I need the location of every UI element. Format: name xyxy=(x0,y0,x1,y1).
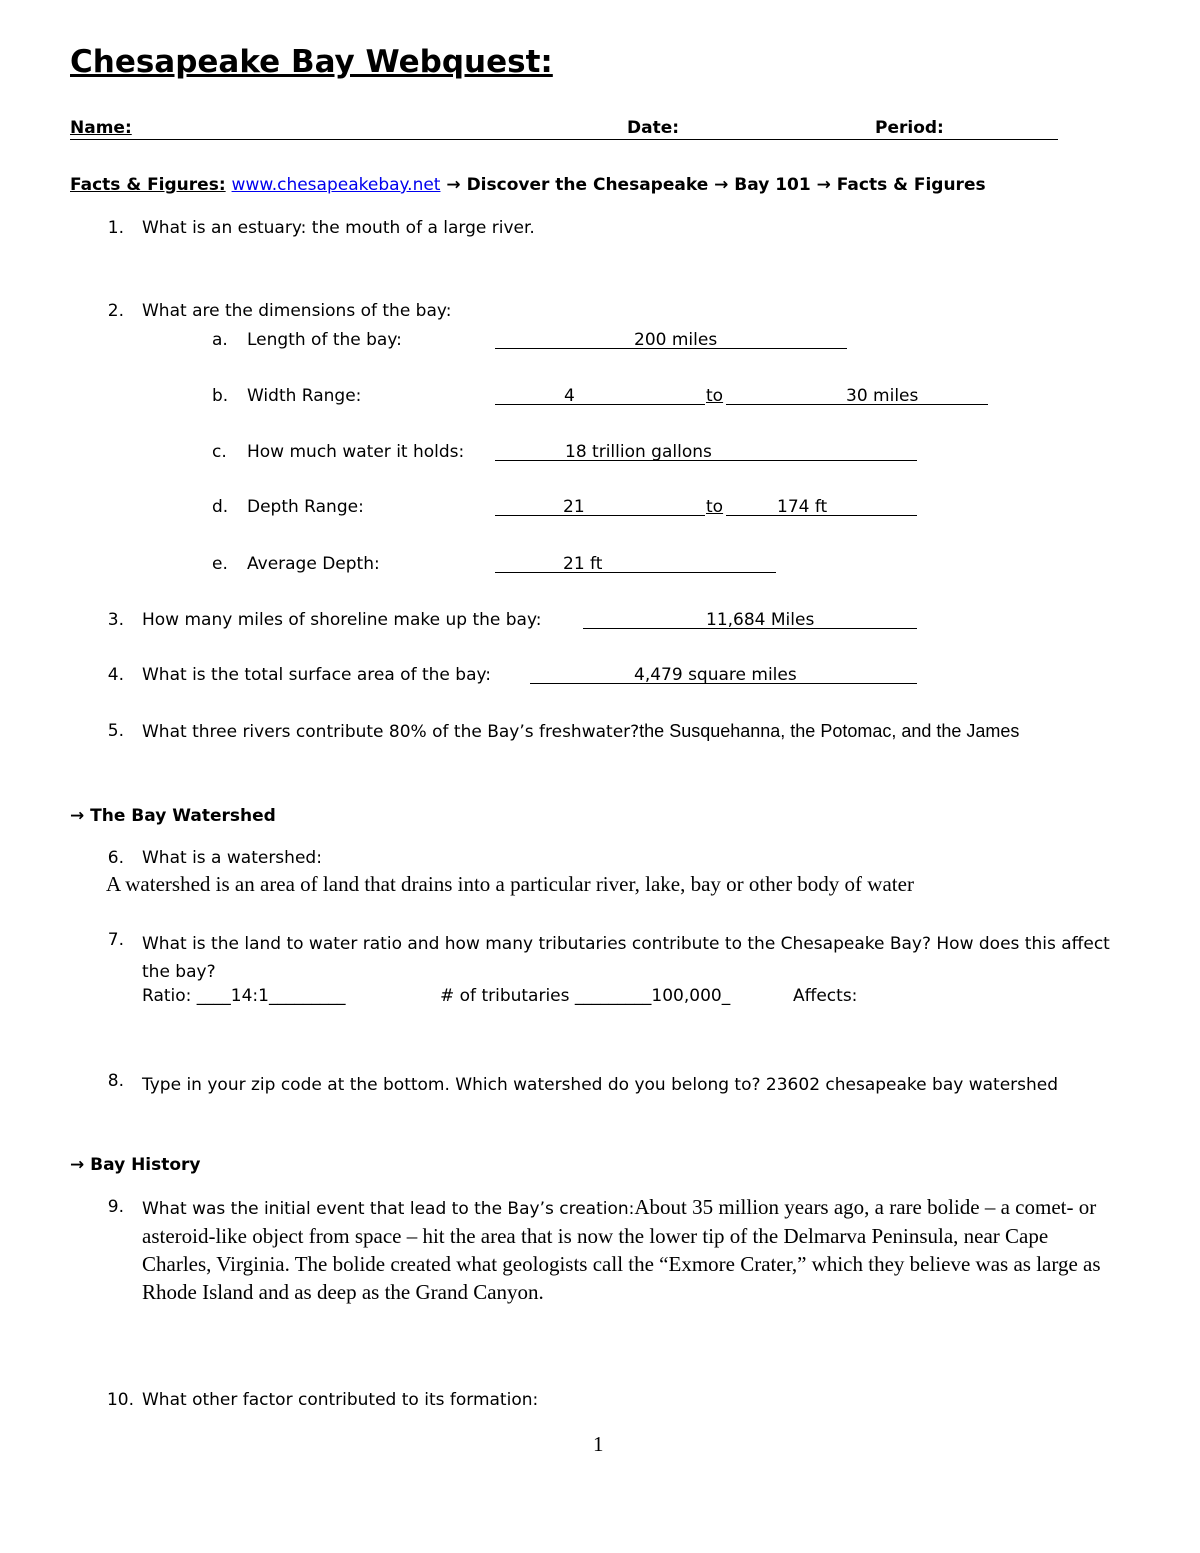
q2b-to-word: to xyxy=(706,386,724,406)
q5-answer: the Susquehanna, the Potomac, and the James xyxy=(639,721,1020,741)
q2d-letter: d. xyxy=(212,497,229,517)
q2d-to-word: to xyxy=(706,497,724,517)
q7-trib-value: _________100,000_ xyxy=(574,986,731,1006)
q7-ratio-value: ____14:1_________ xyxy=(196,986,346,1006)
q7-ratio-label: Ratio: xyxy=(142,986,197,1006)
q1-answer: the mouth of a large river. xyxy=(311,218,535,238)
watershed-section-heading: → The Bay Watershed xyxy=(70,806,276,826)
q7-affects-label: Affects: xyxy=(793,986,858,1006)
facts-link[interactable]: www.chesapeakebay.net xyxy=(231,175,441,195)
q5-text xyxy=(142,721,1019,742)
q3-question: How many miles of shoreline make up the bay: xyxy=(142,610,542,630)
q4-question: What is the total surface area of the bay: xyxy=(142,665,492,685)
q1-text xyxy=(142,218,535,238)
q2d-line-from xyxy=(495,515,705,516)
q3-answer: 11,684 Miles xyxy=(706,610,815,630)
q8-question: Type in your zip code at the bottom. Which watershed do you belong to? 23602 chesapeake bay watershed xyxy=(142,1075,1059,1095)
q6-question: What is a watershed: xyxy=(142,848,322,868)
q2c-letter: c. xyxy=(212,442,227,462)
q9-answer: About 35 million years ago, a rare bolide – a comet- or asteroid-like object from space – hit the area that is now the lower tip of the Delmarva Peninsula, near Cape Charles, Virginia. The bolide created what geologists call the “Exmore Crater,” which they believe was as large as Rhode Island and as deep as the Grand Canyon. xyxy=(142,1195,1101,1304)
q2b-letter: b. xyxy=(212,386,229,406)
q2a-letter: a. xyxy=(212,330,228,350)
q2c-value: 18 trillion gallons xyxy=(565,442,712,462)
q1-question: What is an estuary: xyxy=(142,218,307,238)
q2-question: What are the dimensions of the bay: xyxy=(142,301,452,321)
facts-label: Facts & Figures: xyxy=(70,175,226,195)
facts-line xyxy=(70,175,986,195)
header-underline xyxy=(70,139,1058,140)
q7-ratio xyxy=(142,986,345,1006)
q9-number: 9. xyxy=(107,1197,124,1217)
facts-path: → Discover the Chesapeake → Bay 101 → Facts & Figures xyxy=(446,175,986,195)
name-label: Name: xyxy=(70,118,132,138)
page-number: 1 xyxy=(593,1432,604,1456)
q2b-from: 4 xyxy=(564,386,575,406)
q2e-letter: e. xyxy=(212,554,228,574)
q4-number: 4. xyxy=(107,665,124,685)
q7-question: What is the land to water ratio and how many tributaries contribute to the Chesapeake Bay? How does this affect the bay? xyxy=(142,934,1110,982)
q7-trib-label: # of tributaries xyxy=(440,986,575,1006)
q2b-line-from xyxy=(495,404,705,405)
q2c-label: How much water it holds: xyxy=(247,442,465,462)
q6-number: 6. xyxy=(107,848,124,868)
q1-number: 1. xyxy=(107,218,124,238)
q2a-value: 200 miles xyxy=(634,330,718,350)
q10-number: 10. xyxy=(106,1390,134,1410)
q2-number: 2. xyxy=(107,301,124,321)
q2d-from: 21 xyxy=(563,497,585,517)
q5-question: What three rivers contribute 80% of the Bay’s freshwater? xyxy=(142,722,640,742)
q6-answer: A watershed is an area of land that drains into a particular river, lake, bay or other body of water xyxy=(106,872,914,896)
q2b-label: Width Range: xyxy=(247,386,362,406)
q7-tributaries xyxy=(440,986,730,1006)
q2e-label: Average Depth: xyxy=(247,554,380,574)
q2b-to: 30 miles xyxy=(846,386,919,406)
q2e-line xyxy=(495,572,776,573)
q2d-to: 174 ft xyxy=(777,497,828,517)
date-label: Date: xyxy=(627,118,680,138)
q2a-label: Length of the bay: xyxy=(247,330,402,350)
q5-number: 5. xyxy=(107,721,124,741)
q8-number: 8. xyxy=(107,1071,124,1091)
q9-question: What was the initial event that lead to the Bay’s creation: xyxy=(142,1199,635,1219)
q2d-label: Depth Range: xyxy=(247,497,364,517)
q2e-value: 21 ft xyxy=(563,554,603,574)
page-title: Chesapeake Bay Webquest: xyxy=(70,44,553,80)
q3-number: 3. xyxy=(107,610,124,630)
q7-number: 7. xyxy=(107,930,124,950)
q10-question: What other factor contributed to its formation: xyxy=(142,1390,539,1410)
history-section-heading: → Bay History xyxy=(70,1155,201,1175)
q4-answer: 4,479 square miles xyxy=(634,665,797,685)
period-label: Period: xyxy=(875,118,944,138)
q9-text xyxy=(142,1194,1122,1307)
